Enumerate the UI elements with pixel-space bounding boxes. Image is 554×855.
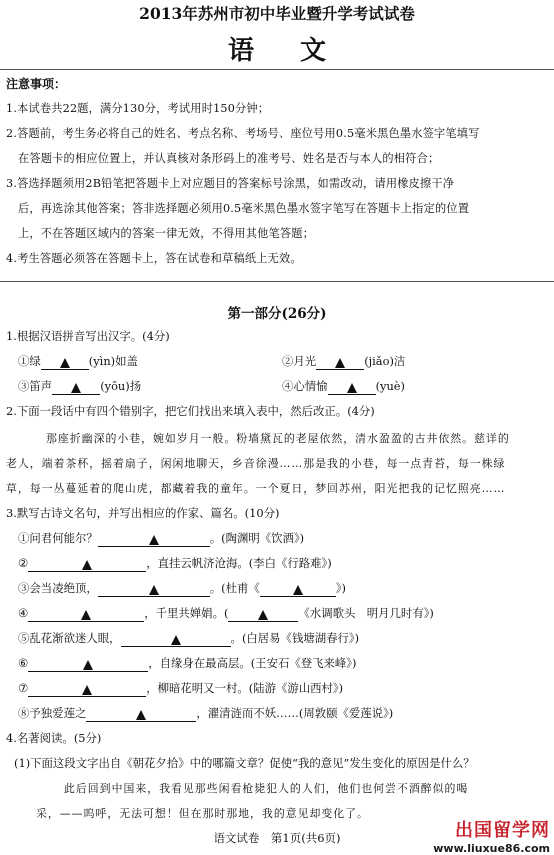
answer-blank[interactable] <box>28 558 146 572</box>
section-title: 第一部分(26分) <box>227 306 327 322</box>
item-number: ③ <box>18 581 30 595</box>
item-number: ⑧ <box>18 706 30 720</box>
q1-item-pinyin: (yuè) <box>375 379 405 393</box>
q3-item-post: 。(杜甫《 <box>209 581 260 595</box>
blank-marker-icon <box>293 585 303 595</box>
answer-blank[interactable] <box>260 583 336 597</box>
page-footer: 语文试卷 第1页(共6页) <box>213 831 341 845</box>
blank-marker-icon <box>149 535 159 545</box>
q3-stem: 3.默写古诗文名句，并写出相应的作家、篇名。(10分) <box>6 506 280 520</box>
blank-marker-icon <box>71 383 81 393</box>
notice-line: 上，不在答题区域内的答案一律无效，不得用其他笔答题； <box>18 227 315 240</box>
watermark-url: www.liuxue86.com <box>433 842 550 855</box>
q3-item-post: 《水调歌头 明月几时有》) <box>298 606 434 620</box>
q3-item <box>18 555 332 572</box>
q3-item <box>18 530 304 547</box>
blank-marker-icon <box>82 685 92 695</box>
q2-passage-line: 老人，端着茶杯，摇着扇子，闲闲地聊天，乡音徐漫……那是我的小巷，每一点青苔，每一株绿 <box>6 457 506 470</box>
q3-item <box>18 630 359 647</box>
notice-line: 后，再选涂其他答案；答非选择题必须用0.5毫米黑色墨水签字笔写在答题卡上指定的位置 <box>18 202 470 215</box>
q3-item-pre: 问君何能尔？ <box>29 531 98 545</box>
q3-item <box>18 580 346 597</box>
q3-item-pre: 乱花渐欲迷人眼， <box>29 631 121 645</box>
q1-item <box>282 378 405 395</box>
q3-item-post: 。(陶渊明《饮酒》) <box>209 531 305 545</box>
q1-item-pre: ④心情愉 <box>282 379 328 393</box>
blank-marker-icon <box>149 585 159 595</box>
q1-item-pre: ①绿 <box>18 354 41 368</box>
answer-blank[interactable] <box>121 633 231 647</box>
item-number: ② <box>18 556 29 570</box>
q3-item-pre: 会当凌绝顶， <box>29 581 98 595</box>
subject-title: 语文 <box>227 36 372 66</box>
q1-item-pre: ③笛声 <box>18 379 53 393</box>
q3-item <box>18 655 356 672</box>
header-rule <box>0 69 554 70</box>
q3-item-post: ，千里共婵娟。( <box>144 606 229 620</box>
exam-title: 2013年苏州市初中毕业暨升学考试试卷 <box>139 4 415 23</box>
item-number: ④ <box>18 606 29 620</box>
q1-stem: 1.根据汉语拼音写出汉字。(4分) <box>6 329 170 343</box>
q2-passage-line: 草，每一丛蔓延着的爬山虎，都藏着我的童年。一个夏日，梦回苏州，阳光把我的记忆照亮…… <box>6 482 506 495</box>
q3-item-post: ，自缘身在最高层。(王安石《登飞来峰》) <box>148 656 357 670</box>
answer-blank[interactable] <box>328 381 376 395</box>
q1-item-pre: ②月光 <box>282 354 317 368</box>
blank-marker-icon <box>171 635 181 645</box>
answer-blank[interactable] <box>28 683 146 697</box>
q3-item-post: ，濯清涟而不妖……(周敦颐《爱莲说》) <box>196 706 394 720</box>
answer-blank[interactable] <box>52 381 100 395</box>
notice-heading: 注意事项： <box>6 77 67 91</box>
q3-item-post: 。(白居易《钱塘湖春行》) <box>230 631 360 645</box>
answer-blank[interactable] <box>28 608 144 622</box>
notice-rule <box>0 281 554 282</box>
answer-blank[interactable] <box>98 583 210 597</box>
notice-line: 在答题卡的相应位置上，并认真核对条形码上的准考号、姓名是否与本人的相符合； <box>18 152 440 165</box>
blank-marker-icon <box>136 710 146 720</box>
watermark-brand: 出国留学网 <box>455 820 550 841</box>
answer-blank[interactable] <box>316 356 364 370</box>
q3-item-post: 》) <box>335 581 346 595</box>
item-number: ① <box>18 531 30 545</box>
q1-item-pinyin: (yìn)如盖 <box>88 354 138 368</box>
answer-blank[interactable] <box>28 658 148 672</box>
blank-marker-icon <box>82 560 92 570</box>
q1-item <box>18 353 138 370</box>
notice-line: 3.答选择题须用2B铅笔把答题卡上对应题目的答案标号涂黑，如需改动，请用橡皮擦干净 <box>6 177 455 190</box>
q3-item <box>18 705 393 722</box>
q4-quote-line: 此后回到中国来，我看见那些闲看枪毙犯人的人们，他们也何尝不酒醉似的喝 <box>64 782 469 795</box>
q1-item-pinyin: (yōu)扬 <box>100 379 142 393</box>
blank-marker-icon <box>60 358 70 368</box>
item-number: ⑥ <box>18 656 29 670</box>
blank-marker-icon <box>347 383 357 393</box>
item-number: ⑦ <box>18 681 29 695</box>
answer-blank[interactable] <box>41 356 89 370</box>
q1-item <box>18 378 141 395</box>
q1-item-pinyin: (jiǎo)洁 <box>364 354 406 368</box>
q1-item <box>282 353 405 370</box>
item-number: ⑤ <box>18 631 30 645</box>
q3-item <box>18 605 434 622</box>
q3-item-pre: 予独爱莲之 <box>29 706 87 720</box>
notice-line: 4.考生答题必须答在答题卡上，答在试卷和草稿纸上无效。 <box>6 252 302 265</box>
watermark-logo <box>433 816 550 855</box>
notice-line: 2.答题前，考生务必将自己的姓名、考点名称、考场号、座位号用0.5毫米黑色墨水签字笔填写 <box>6 127 480 140</box>
q3-item-post: ，柳暗花明又一村。(陆游《游山西村》) <box>146 681 344 695</box>
notice-line: 1.本试卷共22题，满分130分，考试用时150分钟； <box>6 102 270 115</box>
q4-stem: 4.名著阅读。(5分) <box>6 731 102 745</box>
blank-marker-icon <box>81 610 91 620</box>
q2-passage-line: 那座折幽深的小巷，婉如岁月一般。粉墙黛瓦的老屋依然，清水盈盈的古井依然。慈详的 <box>46 432 510 445</box>
q4-quote-line: 采，——呜呼，无法可想！但在那时那地，我的意见却变化了。 <box>36 807 369 820</box>
q3-item <box>18 680 343 697</box>
q4-sub-question: (1)下面这段文字出自《朝花夕拾》中的哪篇文章？促使“我的意见”发生变化的原因是什么？ <box>14 756 475 770</box>
answer-blank[interactable] <box>86 708 196 722</box>
answer-blank[interactable] <box>98 533 210 547</box>
q2-stem: 2.下面一段话中有四个错别字，把它们找出来填入表中，然后改正。(4分) <box>6 404 375 418</box>
blank-marker-icon <box>258 610 268 620</box>
answer-blank[interactable] <box>228 608 298 622</box>
q3-item-post: ，直挂云帆济沧海。(李白《行路难》) <box>146 556 332 570</box>
blank-marker-icon <box>335 358 345 368</box>
blank-marker-icon <box>83 660 93 670</box>
